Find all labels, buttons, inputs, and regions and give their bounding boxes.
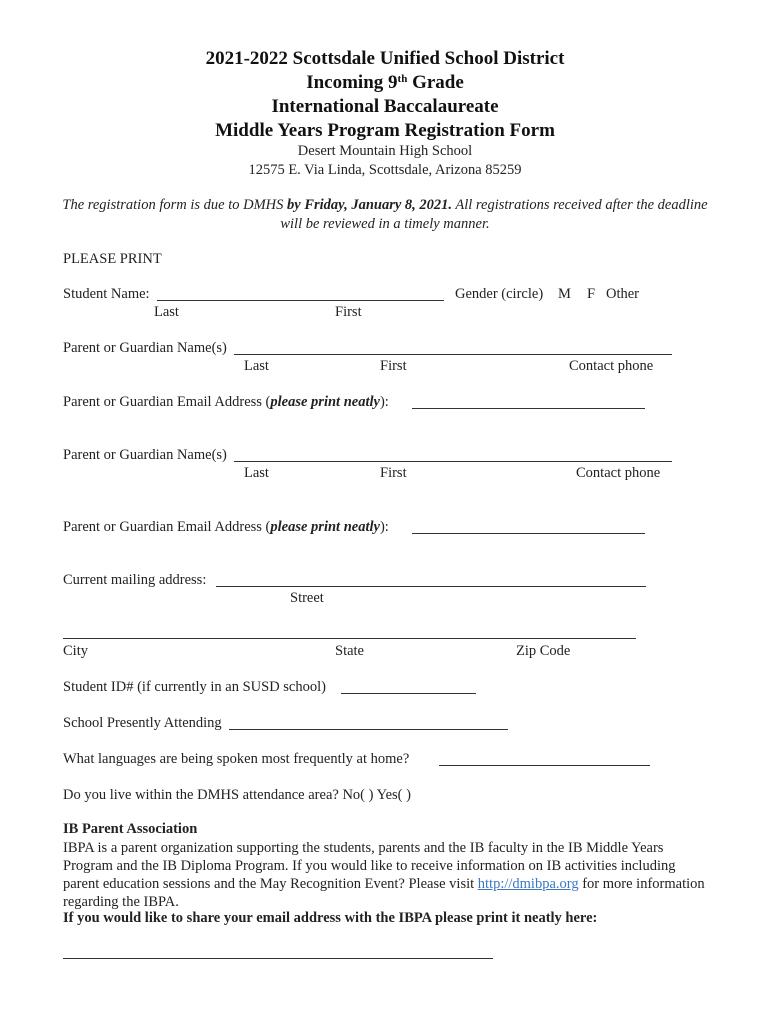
guardian1-phone-sublabel: Contact phone xyxy=(569,358,654,374)
guardian1-email-field[interactable] xyxy=(412,408,645,409)
form-title-line4: Middle Years Program Registration Form xyxy=(215,120,555,141)
deadline-date: by Friday, January 8, 2021. xyxy=(287,197,453,213)
email-label-emphasis: please print neatly xyxy=(270,519,380,535)
deadline-notice xyxy=(62,196,708,234)
attendance-no-option[interactable]: No( ) xyxy=(342,787,374,803)
email-label-post: ): xyxy=(379,519,389,535)
gender-option-other[interactable]: Other xyxy=(606,286,640,302)
guardian1-first-sublabel: First xyxy=(380,358,407,374)
email-label-emphasis: please print neatly xyxy=(270,394,380,410)
grade-text: Incoming 9 xyxy=(306,72,398,93)
student-id-label: Student ID# (if currently in an SUSD school) xyxy=(63,679,326,695)
form-title-line2 xyxy=(0,72,770,94)
street-address-field[interactable] xyxy=(216,586,646,587)
attendance-area-question xyxy=(63,787,411,804)
city-sublabel: City xyxy=(63,643,88,659)
form-title-line1: 2021-2022 Scottsdale Unified School District xyxy=(205,48,565,69)
street-sublabel: Street xyxy=(290,590,324,606)
grade-suffix: th xyxy=(397,73,408,85)
email-label-pre: Parent or Guardian Email Address ( xyxy=(63,394,271,410)
student-first-sublabel: First xyxy=(335,304,362,320)
student-last-sublabel: Last xyxy=(154,304,179,320)
languages-label: What languages are being spoken most frequently at home? xyxy=(63,751,410,767)
city-state-zip-field[interactable] xyxy=(63,638,636,639)
guardian2-phone-sublabel: Contact phone xyxy=(576,465,661,481)
guardian1-name-field[interactable] xyxy=(234,354,672,355)
school-attending-label: School Presently Attending xyxy=(63,715,222,731)
email-label-post: ): xyxy=(379,394,389,410)
guardian2-email-label xyxy=(63,519,389,536)
notice-text-pre: The registration form is due to DMHS xyxy=(62,197,288,213)
attendance-yes-option[interactable]: Yes( ) xyxy=(376,787,411,803)
guardian1-last-sublabel: Last xyxy=(244,358,269,374)
school-address: 12575 E. Via Linda, Scottsdale, Arizona 85259 xyxy=(248,162,522,178)
student-name-label: Student Name: xyxy=(63,286,150,302)
guardian2-email-field[interactable] xyxy=(412,533,645,534)
student-name-field[interactable] xyxy=(157,300,444,301)
guardian2-first-sublabel: First xyxy=(380,465,407,481)
attendance-area-label: Do you live within the DMHS attendance area? xyxy=(63,787,339,803)
languages-field[interactable] xyxy=(439,765,650,766)
guardian2-last-sublabel: Last xyxy=(244,465,269,481)
ibpa-body-text: IBPA is a parent organization supporting the students, parents and the IB faculty in the IB Middle Years Program and the IB Diploma Program. If you would like to receive information on IB activities including parent education sessions and the May Recognition Event? Please visit xyxy=(63,840,676,892)
zip-sublabel: Zip Code xyxy=(516,643,571,659)
grade-label: Grade xyxy=(407,72,464,93)
state-sublabel: State xyxy=(335,643,364,659)
school-attending-field[interactable] xyxy=(229,729,508,730)
guardian2-name-label: Parent or Guardian Name(s) xyxy=(63,447,227,463)
please-print-instruction: PLEASE PRINT xyxy=(63,251,162,267)
gender-option-f[interactable]: F xyxy=(587,286,596,302)
student-id-field[interactable] xyxy=(341,693,476,694)
ibpa-share-email-prompt: If you would like to share your email address with the IBPA please print it neatly here: xyxy=(63,910,598,926)
mailing-address-label: Current mailing address: xyxy=(63,572,207,588)
guardian1-email-label xyxy=(63,394,389,411)
ibpa-email-field[interactable] xyxy=(63,958,493,959)
form-title-line3: International Baccalaureate xyxy=(271,96,499,117)
guardian1-name-label: Parent or Guardian Name(s) xyxy=(63,340,227,356)
gender-option-m[interactable]: M xyxy=(558,286,571,302)
email-label-pre: Parent or Guardian Email Address ( xyxy=(63,519,271,535)
ibpa-website-link[interactable]: http://dmibpa.org xyxy=(477,876,579,892)
ibpa-description xyxy=(63,839,713,911)
ibpa-body-text-end: for more information regarding the IBPA. xyxy=(63,876,705,910)
notice-text-post: All registrations received after the deadline will be reviewed in a timely manner. xyxy=(280,197,708,232)
guardian2-name-field[interactable] xyxy=(234,461,672,462)
school-name: Desert Mountain High School xyxy=(297,143,473,159)
gender-label: Gender (circle) xyxy=(455,286,544,302)
ibpa-heading: IB Parent Association xyxy=(63,821,198,837)
